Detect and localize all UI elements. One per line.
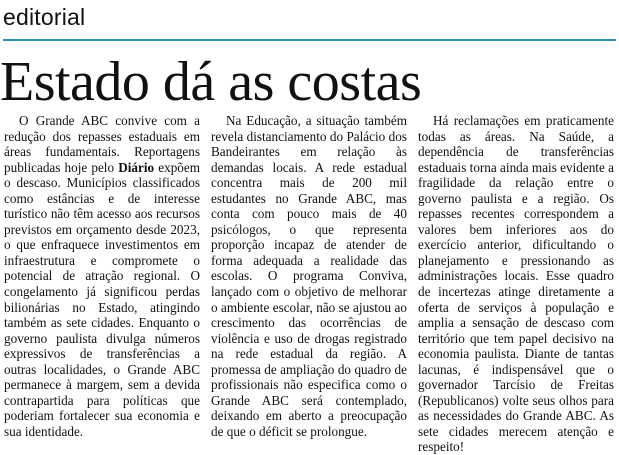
paragraph-text: expõem o descaso. Municípios classificados como estâncias e de interesse turístico não têm acesso aos recursos previstos em orçamento desde 2023, o que enfraquece investimentos em infraestrutura e compromete o potencial de atração regional. O congelamento já significou perdas bilionárias no Estado, atingindo também as sete cidades. Enquanto o governo paulista divulga números expressivos de transferências a outras localidades, o Grande ABC permanece à margem, sem a devida contrapartida para políticas que poderiam fortalecer sua economia e sua identidade. [4,159,200,439]
article-paragraph [4,113,200,439]
headline: Estado dá as costas [0,51,422,113]
article-column-1 [4,113,200,439]
article-column-3 [418,113,614,455]
article-paragraph: Na Educação, a situação também revela distanciamento do Palácio dos Bandeirantes em relação às demandas locais. A rede estadual concentra mais de 200 mil estudantes no Grande ABC, mas conta com pouco mais de 40 psicólogos, o que representa proporção incapaz de atender de forma adequada a realidade das escolas. O programa Conviva, lançado com o objetivo de melhorar o ambiente escolar, não se ajustou ao crescimento das ocorrências de violência e uso de drogas registrado na rede estadual da região. A promessa de ampliação do quadro de profissionais não especifica como o Grande ABC será contemplado, deixando em aberto a preocupação de que o déficit se prolongue. [211,113,407,439]
section-divider [3,39,616,41]
newspaper-name: Diário [118,159,155,175]
article-paragraph: Há reclamações em praticamente todas as áreas. Na Saúde, a dependência de transferências estaduais torna ainda mais evidente a fragilidade da relação entre o governo paulista e a região. Os repasses recentes correspondem a valores bem inferiores aos do exercício anterior, dificultando o planejamento e pressionando as administrações locais. Esse quadro de incertezas atinge diretamente a oferta de serviços à população e amplia a sensação de descaso com território que tem papel decisivo na economia paulista. Diante de tantas lacunas, é indispensável que o governador Tarcísio de Freitas (Republicanos) volte seus olhos para as necessidades do Grande ABC. As sete cidades merecem atenção e respeito! [418,113,614,455]
section-label: editorial [3,4,86,30]
article-column-2 [211,113,407,439]
paragraph-text: O Grande ABC convive com a redução dos repasses estaduais em áreas fundamentais. Reportagens publicadas hoje pelo [4,113,200,175]
